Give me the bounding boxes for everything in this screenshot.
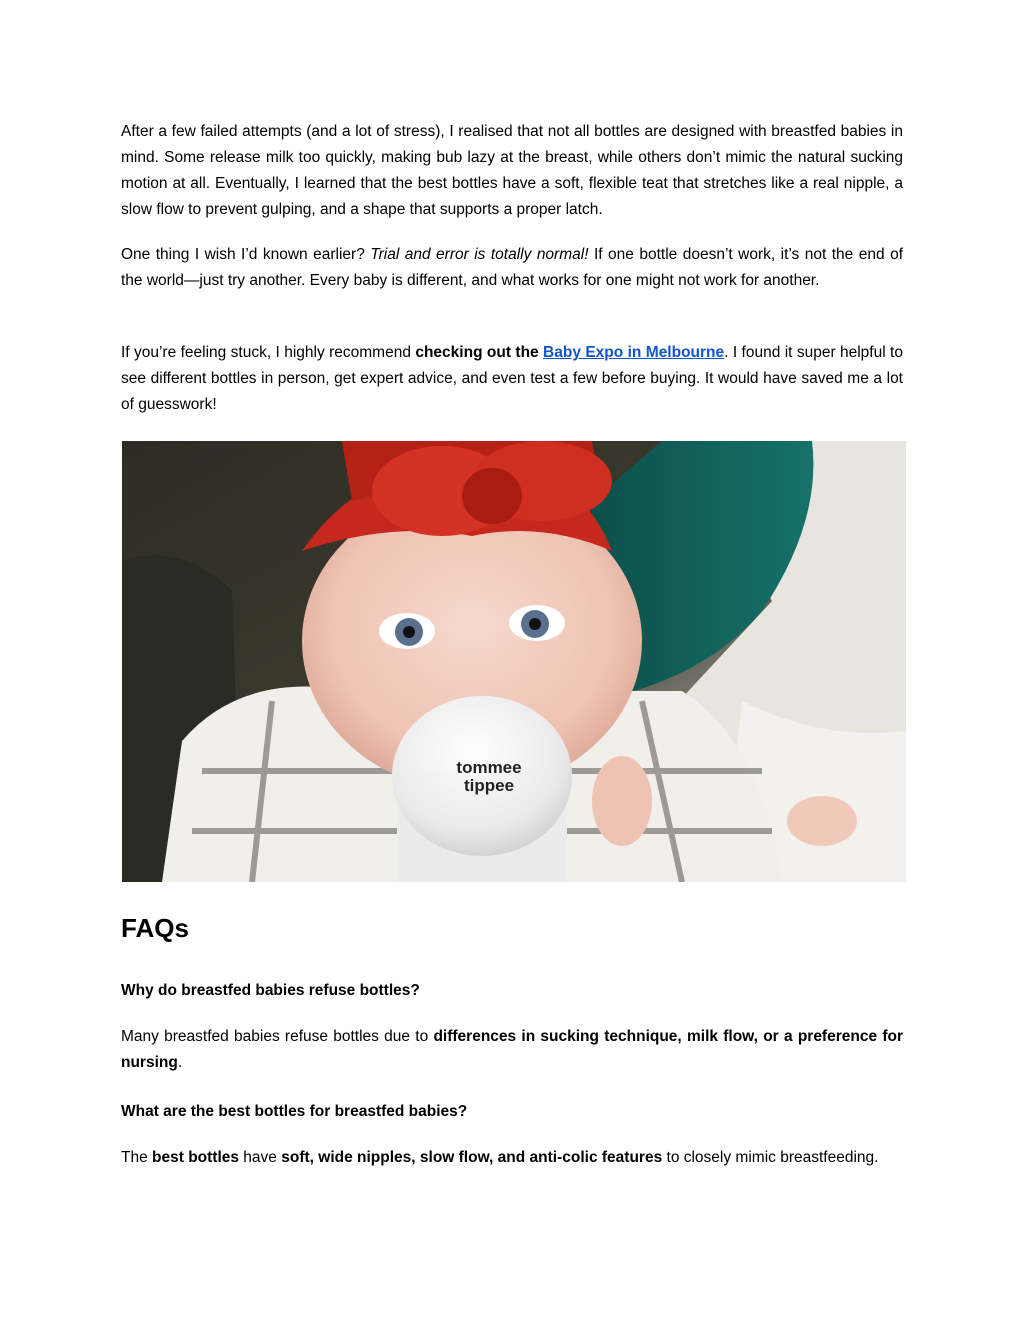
paragraph-trial-error [121,242,903,294]
baby-expo-link[interactable]: Baby Expo in Melbourne [543,344,725,361]
bottle-brand-text: tommee [456,758,522,777]
faq-answer [121,1145,903,1171]
bold-text: best bottles [152,1149,239,1166]
paragraph-bottles: After a few failed attempts (and a lot of stress), I realised that not all bottles are designed with breastfed babies in mind. Some release milk too quickly, making bub lazy at the breast, while others don’t mimic the natural sucking motion at all. Eventually, I learned that the best bottles have a soft, flexible teat that stretches like a real nipple, a slow flow to prevent gulping, and a shape that supports a proper latch. [121,123,903,218]
faq-heading: FAQs [121,913,189,943]
bold-text: soft, wide nipples, slow flow, and anti-colic features [281,1149,663,1166]
faq-question: What are the best bottles for breastfed babies? [121,1103,468,1120]
bottle-brand-text: tippee [463,776,515,795]
answer-text: Many breastfed babies refuse bottles due to [121,1028,434,1045]
faq-answer [121,1024,903,1076]
paragraph-text: If you’re feeling stuck, I highly recommend [121,344,416,361]
answer-text: . [177,1054,183,1071]
paragraph-baby-expo [121,340,903,418]
bold-text: checking out the [415,344,544,361]
baby-bottle-photo [122,441,906,882]
faq-question: Why do breastfed babies refuse bottles? [121,982,420,999]
tommee-tippee-logo [456,758,521,795]
answer-text: The [121,1149,153,1166]
answer-text: to closely mimic breastfeeding. [662,1149,879,1166]
paragraph-text: One thing I wish I’d known earlier? [121,246,371,263]
answer-text: have [239,1149,282,1166]
paragraph-text: . I found it super helpful to see different bottles in person, get expert advice, and even test a few before buying. It would have saved me a lot of guesswork! [121,344,903,413]
paragraph-text: If one bottle doesn’t work, it’s not the end of the world—just try another. Every baby is different, and what works for one might not work for another. [121,246,903,289]
italic-emphasis: Trial and error is totally normal! [370,246,589,263]
bold-text: differences in sucking technique, milk flow, or a preference for nursing [121,1028,903,1071]
